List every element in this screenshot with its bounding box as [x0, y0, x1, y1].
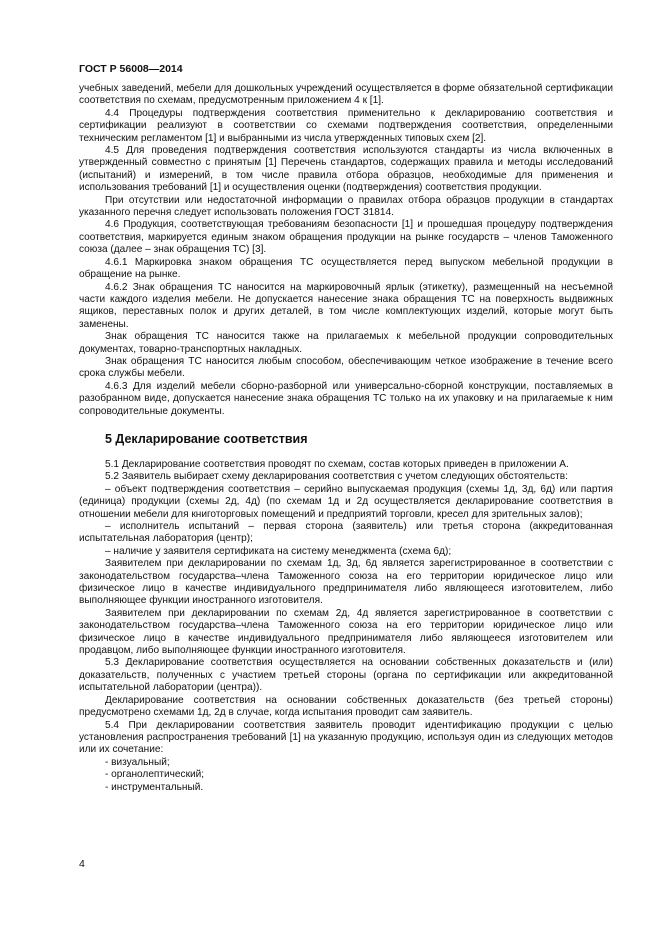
paragraph-5-2: 5.2 Заявитель выбирает схему декларирования соответствия с учетом следующих обстоятельств:	[105, 471, 568, 483]
paragraph-4-6-2: 4.6.2 Знак обращения ТС наносится на маркировочный ярлык (этикетку), размещенный на несъемной части каждого изделия мебели. Не допускается нанесение знака обращения ТС на поверхность выдвижных ящиков, переставных полок и других деталей, в том числе комплектующих изделий, которые могут быть заменены.	[79, 281, 613, 330]
paragraph-applicant-2: Заявителем при декларировании по схемам 2д, 4д является зарегистрированное в соответствии с законодательством государства–члена Таможенного союза на его территории юридическое лицо или физическое лицо в качестве индивидуального предпринимателя либо являющееся изготовителем или продавцом, либо выполняющее функции иностранного изготовителя.	[79, 607, 613, 657]
paragraph-5-4: 5.4 При декларировании соответствия заявитель проводит идентификацию продукции с целью установления распространения требований [1] на указанную продукцию, используя один из следующих методов или их сочетание:	[79, 719, 613, 756]
paragraph-own-evidence: Декларирование соответствия на основании собственных доказательств (без третьей стороны) предусмотрено схемами 1д, 2д в случае, когда испытания проводит сам заявитель.	[79, 694, 613, 719]
paragraph-5-1: 5.1 Декларирование соответствия проводят по схемам, состав которых приведен в приложении А.	[105, 458, 569, 470]
list-item-instrumental: - инструментальный.	[105, 781, 204, 793]
paragraph-4-6: 4.6 Продукция, соответствующая требованиям безопасности [1] и прошедшая процедуру подтверждения соответствия, маркируется единым знаком обращения продукции на рынке государств – членов Таможенного союза (далее – знак обращения ТС) [3].	[79, 219, 613, 256]
document-body	[79, 83, 613, 794]
paragraph-4-5: 4.5 Для проведения подтверждения соответствия используются стандарты из числа включенных в утвержденный совместно с принятым [1] Перечень стандартов, содержащих правила и методы исследований (испытаний) и измерений, в том числе правила отбора образцов, необходимые для применения и использования требований [1] и осуществления оценки (подтверждения) соответствия продукции.	[79, 145, 613, 194]
list-item-organoleptic: - органолептический;	[105, 769, 205, 781]
paragraph-continuation: учебных заведений, мебели для дошкольных учреждений осуществляется в форме обязательной сертификации соответствия по схемам, предусмотренным приложением 4 к [1].	[79, 83, 613, 107]
paragraph-sampling-rules: При отсутствии или недостаточной информации о правилах отбора образцов продукции в стандартах указанного перечня следует использовать положения ГОСТ 31814.	[79, 194, 613, 219]
list-item-visual: - визуальный;	[105, 756, 170, 768]
paragraph-4-6-1: 4.6.1 Маркировка знаком обращения ТС осуществляется перед выпуском мебельной продукции в обращение на рынке.	[79, 256, 613, 281]
paragraph-mark-method: Знак обращения ТС наносится любым способом, обеспечивающим четкое изображение в течение всего срока службы мебели.	[79, 355, 613, 380]
list-item-executor: – исполнитель испытаний – первая сторона (заявитель) или третья сторона (аккредитованная испытательная лаборатория (центр);	[79, 521, 613, 545]
page-number: 4	[79, 858, 85, 870]
section-title: 5 Декларирование соответствия	[105, 431, 308, 446]
list-item-object: – объект подтверждения соответствия – серийно выпускаемая продукция (схемы 1д, 3д, 6д) или партия (единица) продукции (схемы 2д, 4д) (по схемам 1д и 2д осуществляется декларирование соответствия в отношении мебели для книготорговых помещений и предприятий торговли, кресел для зрительных залов);	[79, 483, 613, 520]
paragraph-4-4: 4.4 Процедуры подтверждения соответствия применительно к декларированию соответствия и сертификации реализуют в соответствии со схемами подтверждения соответствия, определенными техническим регламентом [1] и выбранными из числа утвержденных типовых схем [2].	[79, 107, 613, 144]
list-item-certificate: – наличие у заявителя сертификата на систему менеджмента (схема 6д);	[105, 545, 452, 557]
paragraph-applicant-1: Заявителем при декларировании по схемам 1д, 3д, 6д является зарегистрированное в соответствии с законодательством государства–члена Таможенного союза на его территории юридическое лицо или физическое лицо в качестве индивидуального предпринимателя либо являющееся изготовителем, либо выполняющее функции иностранного изготовителя.	[79, 558, 613, 607]
paragraph-mark-documents: Знак обращения ТС наносится также на прилагаемых к мебельной продукции сопроводительных документах, товарно-транспортных накладных.	[79, 331, 613, 355]
document-header: ГОСТ Р 56008—2014	[79, 63, 183, 75]
paragraph-4-6-3: 4.6.3 Для изделий мебели сборно-разборной или универсально-сборной конструкции, поставляемых в разобранном виде, допускается нанесение знака обращения ТС только на их упаковку и на прилагаемые к ним сопроводительные документы.	[79, 380, 613, 417]
paragraph-5-3: 5.3 Декларирование соответствия осуществляется на основании собственных доказательств и (или) доказательств, полученных с участием третьей стороны (органа по сертификации или аккредитованной испытательной лаборатории (центра)).	[79, 657, 613, 694]
